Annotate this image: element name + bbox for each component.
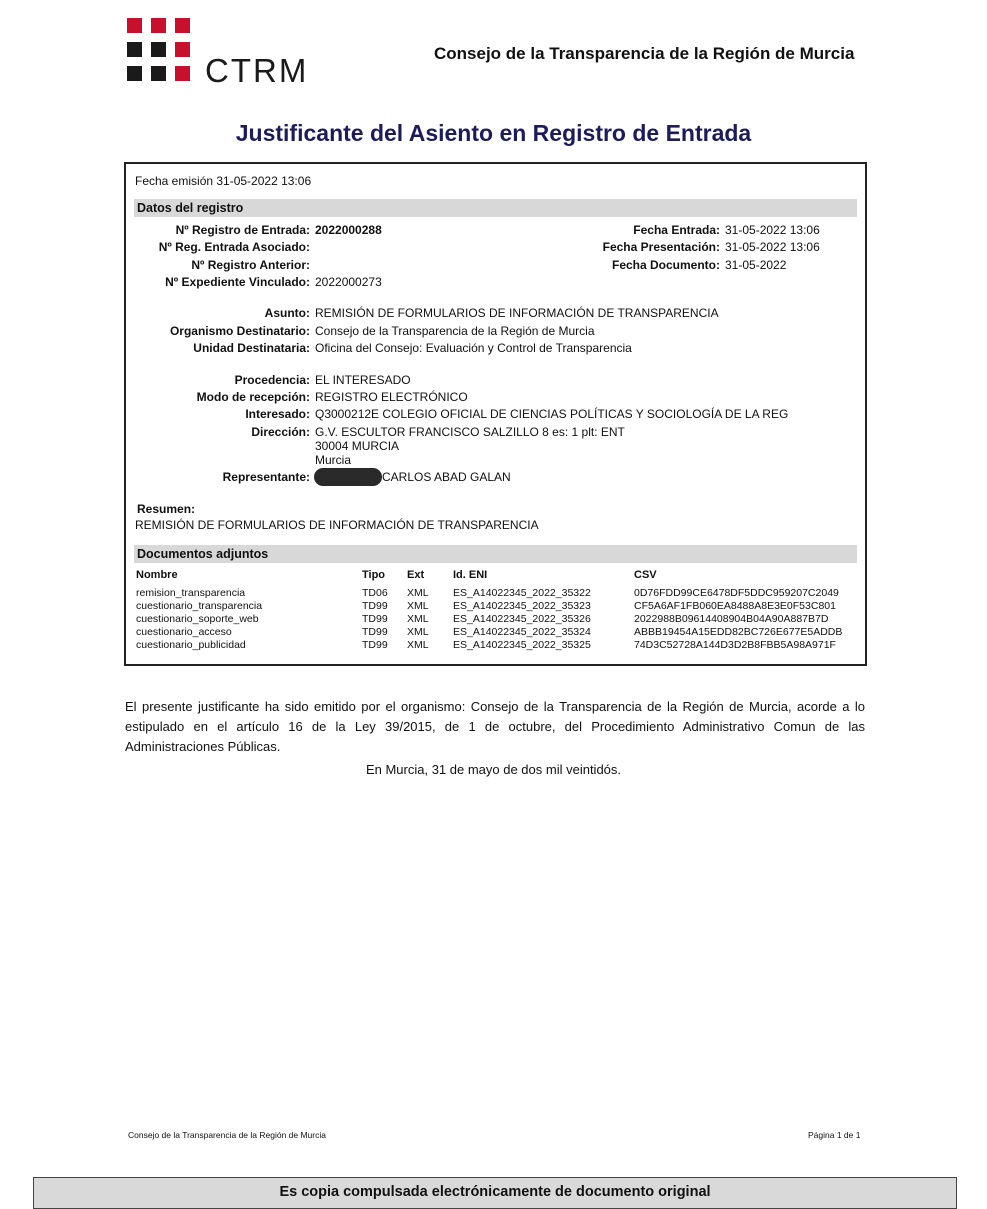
field-label: Organismo Destinatario: bbox=[169, 324, 310, 338]
doc-ext: XML bbox=[407, 600, 429, 612]
doc-csv: 0D76FDD99CE6478DF5DDC959207C2049 bbox=[634, 587, 839, 599]
doc-name: cuestionario_acceso bbox=[136, 626, 232, 638]
doc-eni-id: ES_A14022345_2022_35325 bbox=[453, 639, 591, 651]
doc-eni-id: ES_A14022345_2022_35324 bbox=[453, 626, 591, 638]
field-label: Nº Registro Anterior: bbox=[191, 258, 310, 272]
document-date: 31-05-2022 bbox=[725, 258, 787, 272]
legal-paragraph: El presente justificante ha sido emitido por el organismo: Consejo de la Transparencia de la Región de Murcia, acorde a lo estipulado en el artículo 16 de la Ley 39/2015, de 1 de octubre, del Procedimiento Administrativo Comun de las Administraciones Públicas. bbox=[125, 699, 865, 754]
address-label: Dirección: bbox=[251, 425, 310, 439]
doc-csv: 2022988B09614408904B04A90A887B7D bbox=[634, 613, 829, 625]
summary-text: REMISIÓN DE FORMULARIOS DE INFORMACIÓN DE TRANSPARENCIA bbox=[135, 518, 539, 532]
column-header: Tipo bbox=[362, 569, 386, 581]
doc-type: TD99 bbox=[362, 600, 388, 612]
address-line: Murcia bbox=[315, 453, 352, 467]
presentation-date: 31-05-2022 13:06 bbox=[725, 240, 820, 254]
redaction-mark bbox=[314, 468, 382, 486]
doc-type: TD99 bbox=[362, 639, 388, 651]
certified-copy-text: Es copia compulsada electrónicamente de documento original bbox=[279, 1184, 711, 1200]
doc-type: TD99 bbox=[362, 626, 388, 638]
field-label: Fecha Entrada: bbox=[633, 223, 720, 237]
certified-copy-banner bbox=[33, 1177, 957, 1209]
address-line: 30004 MURCIA bbox=[315, 439, 400, 453]
field-label: Fecha Presentación: bbox=[602, 240, 720, 254]
column-header: CSV bbox=[634, 569, 657, 581]
table-row bbox=[136, 639, 856, 652]
address-line: G.V. ESCULTOR FRANCISCO SALZILLO 8 es: 1 plt: ENT bbox=[315, 425, 625, 439]
table-row bbox=[136, 613, 856, 626]
footer-organization: Consejo de la Transparencia de la Región de Murcia bbox=[128, 1130, 326, 1140]
subject-value: REMISIÓN DE FORMULARIOS DE INFORMACIÓN DE TRANSPARENCIA bbox=[315, 306, 719, 320]
doc-name: cuestionario_publicidad bbox=[136, 639, 246, 651]
field-label: Interesado: bbox=[245, 407, 310, 421]
doc-ext: XML bbox=[407, 639, 429, 651]
logo-text: CTRM bbox=[205, 52, 309, 89]
registry-section-header bbox=[134, 199, 857, 217]
doc-eni-id: ES_A14022345_2022_35322 bbox=[453, 587, 591, 599]
field-label: Nº Registro de Entrada: bbox=[175, 223, 310, 237]
doc-type: TD99 bbox=[362, 613, 388, 625]
field-label: Nº Reg. Entrada Asociado: bbox=[158, 240, 310, 254]
attachments-section-title: Documentos adjuntos bbox=[137, 547, 269, 561]
representative-label: Representante: bbox=[222, 470, 310, 484]
attachments-section-header bbox=[134, 545, 857, 563]
table-row bbox=[136, 626, 856, 639]
field-label: Fecha Documento: bbox=[611, 258, 720, 272]
field-value: 2022000273 bbox=[315, 275, 382, 289]
field-value: EL INTERESADO bbox=[315, 373, 411, 387]
field-label: Modo de recepción: bbox=[196, 390, 310, 404]
field-label: Nº Expediente Vinculado: bbox=[165, 275, 310, 289]
doc-name: cuestionario_soporte_web bbox=[136, 613, 259, 625]
table-row bbox=[136, 600, 856, 613]
summary-label: Resumen: bbox=[137, 502, 196, 516]
column-header: Ext bbox=[407, 569, 425, 581]
representative-name: CARLOS ABAD GALAN bbox=[382, 470, 511, 484]
table-row bbox=[136, 587, 856, 600]
organization-header: Consejo de la Transparencia de la Región de Murcia bbox=[434, 44, 855, 63]
interested-party: Q3000212E COLEGIO OFICIAL DE CIENCIAS POLÍTICAS Y SOCIOLOGÍA DE LA REG bbox=[315, 407, 789, 421]
ctrm-logo bbox=[127, 18, 317, 88]
document-title: Justificante del Asiento en Registro de Entrada bbox=[235, 120, 752, 146]
page-number: Página 1 de 1 bbox=[808, 1130, 861, 1140]
registry-box bbox=[124, 162, 867, 666]
doc-csv: CF5A6AF1FB060EA8488A8E3E0F53C801 bbox=[634, 600, 836, 612]
field-value: Oficina del Consejo: Evaluación y Control de Transparencia bbox=[315, 341, 632, 355]
doc-ext: XML bbox=[407, 626, 429, 638]
column-header: Id. ENI bbox=[453, 569, 488, 581]
doc-ext: XML bbox=[407, 613, 429, 625]
field-label: Asunto: bbox=[264, 306, 310, 320]
place-date: En Murcia, 31 de mayo de dos mil veintidós. bbox=[365, 762, 622, 777]
doc-eni-id: ES_A14022345_2022_35326 bbox=[453, 613, 591, 625]
issue-date: Fecha emisión 31-05-2022 13:06 bbox=[135, 174, 312, 188]
entry-date: 31-05-2022 13:06 bbox=[725, 223, 820, 237]
column-header: Nombre bbox=[136, 569, 178, 581]
field-value: REGISTRO ELECTRÓNICO bbox=[315, 390, 468, 404]
doc-type: TD06 bbox=[362, 587, 388, 599]
field-label: Unidad Destinataria: bbox=[193, 341, 310, 355]
doc-csv: ABBB19454A15EDD82BC726E677E5ADDB bbox=[634, 626, 843, 638]
field-value: Consejo de la Transparencia de la Región de Murcia bbox=[315, 324, 595, 338]
registry-section-title: Datos del registro bbox=[137, 201, 244, 215]
field-label: Procedencia: bbox=[234, 373, 310, 387]
doc-csv: 74D3C52728A144D3D2B8FBB5A98A971F bbox=[634, 639, 836, 651]
doc-name: cuestionario_transparencia bbox=[136, 600, 263, 612]
registry-number: 2022000288 bbox=[315, 223, 382, 237]
doc-ext: XML bbox=[407, 587, 429, 599]
doc-eni-id: ES_A14022345_2022_35323 bbox=[453, 600, 591, 612]
doc-name: remision_transparencia bbox=[136, 587, 246, 599]
